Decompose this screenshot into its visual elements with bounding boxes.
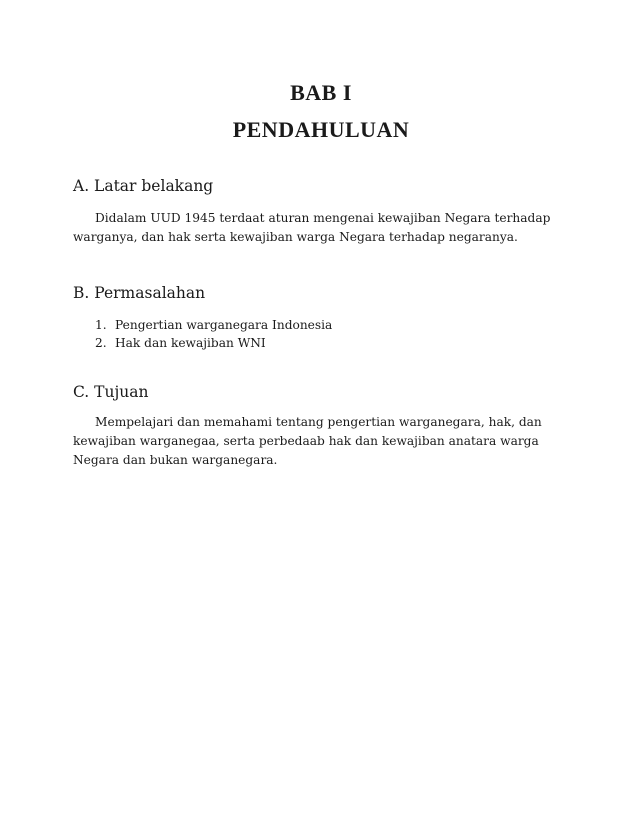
section-tujuan (73, 382, 573, 470)
list-item-number: 2. (95, 336, 107, 350)
chapter-title-text: PENDAHULUAN (232, 117, 410, 142)
list-item-number: 1. (95, 318, 107, 332)
chapter-number-text: BAB I (290, 80, 352, 105)
section-heading: A. Latar belakang (73, 177, 214, 195)
section-heading: C. Tujuan (73, 383, 149, 401)
chapter-number (0, 80, 638, 106)
section-paragraph: Mempelajari dan memahami tentang pengertian warganegara, hak, dan kewajiban warganegaa, serta perbedaab hak dan kewajiban anatara warga Negara dan bukan warganegara. (73, 415, 542, 467)
list-item (95, 316, 573, 334)
chapter-title (0, 117, 638, 143)
list-item-text: Hak dan kewajiban WNI (115, 336, 266, 350)
section-latar-belakang (73, 176, 573, 247)
section-permasalahan (73, 283, 573, 352)
list-item-text: Pengertian warganegara Indonesia (115, 318, 333, 332)
section-heading: B. Permasalahan (73, 284, 206, 302)
list-item (95, 334, 573, 352)
problem-list (73, 316, 573, 352)
section-paragraph: Didalam UUD 1945 terdaat aturan mengenai kewajiban Negara terhadap warganya, dan hak serta kewajiban warga Negara terhadap negaranya. (73, 211, 551, 244)
